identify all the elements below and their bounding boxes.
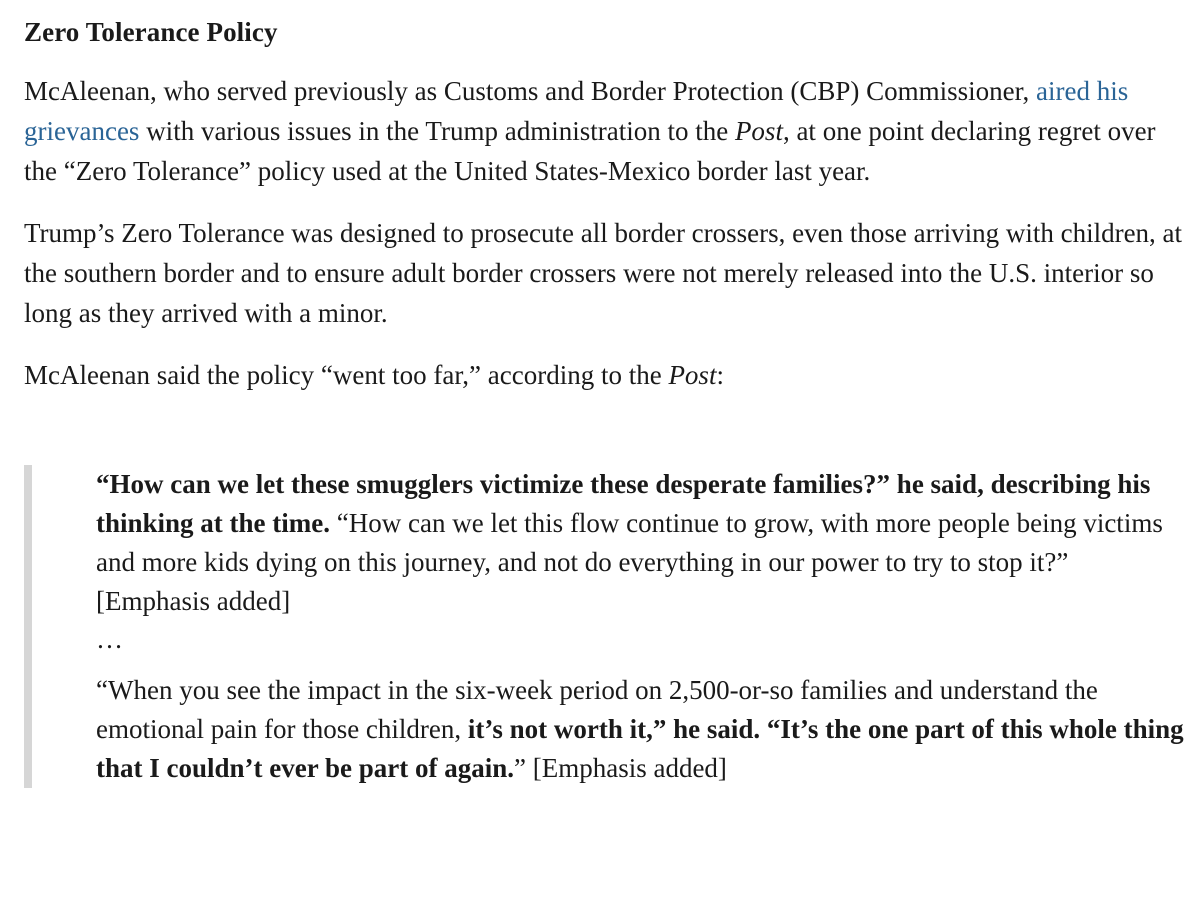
paragraph-1 xyxy=(24,71,1186,191)
quote-paragraph-1 xyxy=(96,465,1186,621)
post-italic: Post xyxy=(734,116,783,146)
paragraph-2: Trump’s Zero Tolerance was designed to prosecute all border crossers, even those arriving with children, at the southern border and to ensure adult border crossers were not merely released into the U.S. interior so long as they arrived with a minor. xyxy=(24,218,1183,328)
quote-2-bold-text: it’s not worth it,” he said. “It’s the one part of this whole thing that I couldn’t ever be part of again. xyxy=(96,714,1184,783)
paragraph-1-text-a: McAleenan, who served previously as Customs and Border Protection (CBP) Commissioner, xyxy=(24,76,1037,106)
paragraph-1-text-b: with various issues in the Trump administration to the xyxy=(139,116,735,146)
aired-his-grievances-link[interactable]: aired his grievances xyxy=(24,76,1129,146)
paragraph-3 xyxy=(24,355,1186,395)
quote-ellipsis: … xyxy=(96,624,123,654)
quote-1-bold-text: “How can we let these smugglers victimize these desperate families?” he said, describing his thinking at the time. xyxy=(96,469,1151,538)
paragraph-3-text-b: : xyxy=(716,360,724,390)
quote-2-text-a: “When you see the impact in the six-week period on 2,500-or-so families and understand the emotional pain for those children, xyxy=(96,675,1098,744)
quote-paragraph-2 xyxy=(96,671,1186,788)
paragraph-1-text-c: , at one point declaring regret over the “Zero Tolerance” policy used at the United States-Mexico border last year. xyxy=(24,116,1156,186)
block-quote xyxy=(24,465,1186,788)
quote-2-text-b: ” [Emphasis added] xyxy=(514,753,727,783)
section-heading: Zero Tolerance Policy xyxy=(24,17,278,47)
paragraph-3-text-a: McAleenan said the policy “went too far,” according to the xyxy=(24,360,669,390)
post-italic: Post xyxy=(668,360,717,390)
quote-1-text: “How can we let this flow continue to grow, with more people being victims and more kids dying on this journey, and not do everything in our power to try to stop it?” [Emphasis added] xyxy=(96,508,1163,616)
